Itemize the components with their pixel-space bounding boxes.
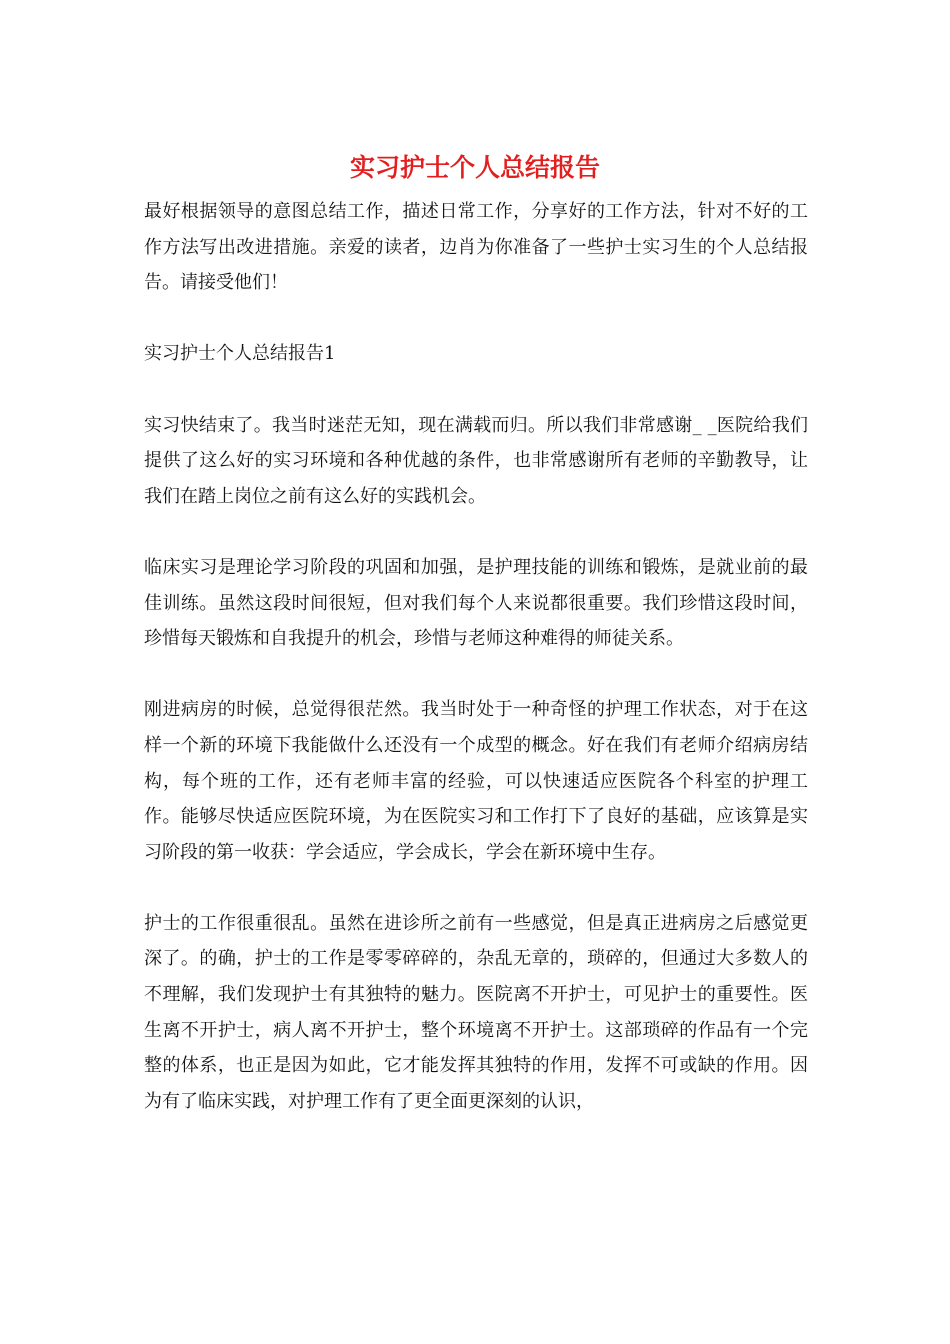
body-paragraph: 实习快结束了。我当时迷茫无知，现在满载而归。所以我们非常感谢_ _医院给我们提供了这么好的实习环境和各种优越的条件，也非常感谢所有老师的辛勤教导，让我们在踏上岗位之前有这么好的实践机会。 [144, 414, 808, 507]
section-heading: 实习护士个人总结报告1 [144, 343, 336, 365]
intro-paragraph: 最好根据领导的意图总结工作，描述日常工作，分享好的工作方法，针对不好的工作方法写出改进措施。亲爱的读者，边肖为你准备了一些护士实习生的个人总结报告。请接受他们！ [144, 201, 808, 294]
body-paragraph: 刚进病房的时候，总觉得很茫然。我当时处于一种奇怪的护理工作状态，对于在这样一个新的环境下我能做什么还没有一个成型的概念。好在我们有老师介绍病房结构，每个班的工作，还有老师丰富的经验，可以快速适应医院各个科室的护理工作。能够尽快适应医院环境，为在医院实习和工作打下了良好的基础，应该算是实习阶段的第一收获：学会适应，学会成长，学会在新环境中生存。 [144, 699, 808, 863]
body-paragraph: 临床实习是理论学习阶段的巩固和加强，是护理技能的训练和锻炼，是就业前的最佳训练。虽然这段时间很短，但对我们每个人来说都很重要。我们珍惜这段时间，珍惜每天锻炼和自我提升的机会，珍惜与老师这种难得的师徒关系。 [144, 556, 808, 650]
document-body [144, 194, 808, 1155]
body-paragraph: 护士的工作很重很乱。虽然在进诊所之前有一些感觉，但是真正进病房之后感觉更深了。的确，护士的工作是零零碎碎的，杂乱无章的，琐碎的，但通过大多数人的不理解，我们发现护士有其独特的魅力。医院离不开护士，可见护士的重要性。医生离不开护士，病人离不开护士，整个环境离不开护士。这部琐碎的作品有一个完整的体系，也正是因为如此，它才能发挥其独特的作用，发挥不可或缺的作用。因为有了临床实践，对护理工作有了更全面更深刻的认识， [144, 912, 808, 1112]
document-title: 实习护士个人总结报告 [349, 153, 600, 182]
